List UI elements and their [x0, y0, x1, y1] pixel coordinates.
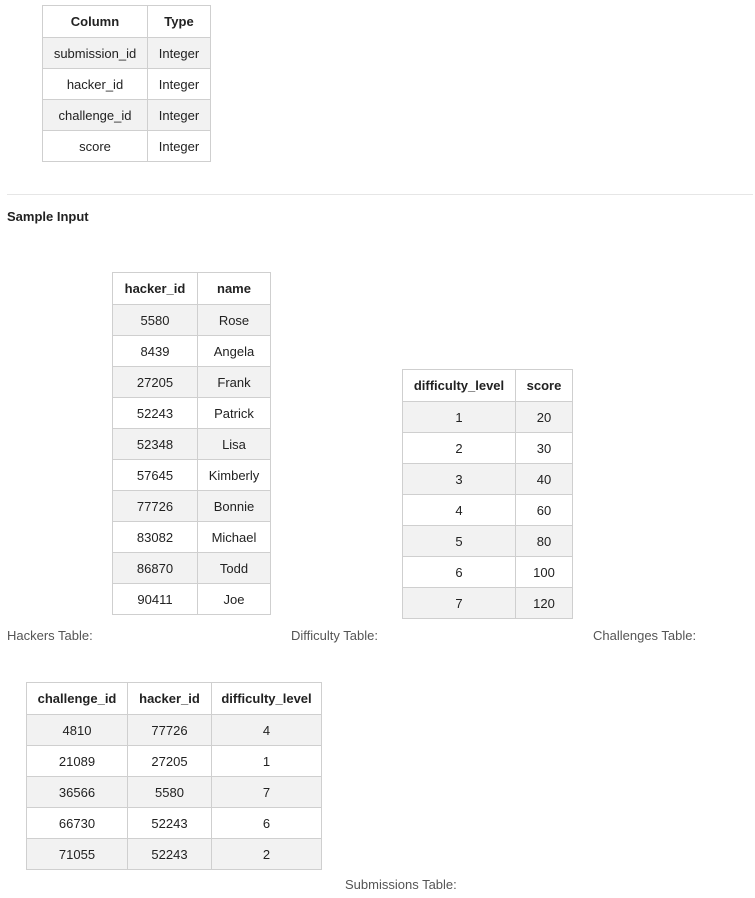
table-header-row [403, 370, 573, 402]
table-cell: Todd [198, 553, 271, 584]
table-cell: 36566 [27, 777, 128, 808]
hackers-table [112, 272, 271, 615]
table-cell: 21089 [27, 746, 128, 777]
table-row [27, 777, 322, 808]
challenges-table [26, 682, 322, 870]
table-cell: 80 [516, 526, 573, 557]
table-row [113, 460, 271, 491]
table-row [27, 839, 322, 870]
table-cell: 83082 [113, 522, 198, 553]
table-cell: Rose [198, 305, 271, 336]
column-header: hacker_id [113, 273, 198, 305]
table-header-row [43, 6, 211, 38]
column-header: score [516, 370, 573, 402]
table-cell: Kimberly [198, 460, 271, 491]
table-cell: 100 [516, 557, 573, 588]
section-heading: Sample Input [7, 209, 89, 224]
table-cell: 30 [516, 433, 573, 464]
table-cell: 52243 [113, 398, 198, 429]
table-cell: 86870 [113, 553, 198, 584]
table-cell: 52348 [113, 429, 198, 460]
table-cell: 40 [516, 464, 573, 495]
table-row [43, 69, 211, 100]
table-row [113, 429, 271, 460]
table-cell: 90411 [113, 584, 198, 615]
table-row [43, 38, 211, 69]
table-cell: 52243 [128, 808, 212, 839]
column-header: challenge_id [27, 683, 128, 715]
table-cell: challenge_id [43, 100, 148, 131]
column-header: Type [148, 6, 211, 38]
table-cell: 7 [403, 588, 516, 619]
table-cell: 8439 [113, 336, 198, 367]
table-row [113, 305, 271, 336]
column-header: hacker_id [128, 683, 212, 715]
table-cell: Integer [148, 38, 211, 69]
column-header: difficulty_level [403, 370, 516, 402]
table-row [403, 557, 573, 588]
table-cell: 120 [516, 588, 573, 619]
table-cell: hacker_id [43, 69, 148, 100]
table-cell: 60 [516, 495, 573, 526]
table-cell: 6 [403, 557, 516, 588]
table-row [113, 336, 271, 367]
table-row [43, 131, 211, 162]
difficulty-table [402, 369, 573, 619]
column-header: name [198, 273, 271, 305]
table-cell: Frank [198, 367, 271, 398]
table-cell: 5580 [113, 305, 198, 336]
table-cell: Integer [148, 69, 211, 100]
table-cell: 2 [212, 839, 322, 870]
table-cell: 2 [403, 433, 516, 464]
table-row [27, 746, 322, 777]
table-row [403, 464, 573, 495]
table-cell: 71055 [27, 839, 128, 870]
table-cell: Joe [198, 584, 271, 615]
table-row [403, 588, 573, 619]
table-row [113, 491, 271, 522]
table-header-row [27, 683, 322, 715]
table-row [403, 402, 573, 433]
table-cell: 27205 [128, 746, 212, 777]
table-cell: 4 [403, 495, 516, 526]
table-cell: Bonnie [198, 491, 271, 522]
challenges-table-caption: Challenges Table: [593, 628, 697, 643]
table-cell: 6 [212, 808, 322, 839]
table-row [113, 398, 271, 429]
difficulty-table-caption: Difficulty Table: [291, 628, 378, 643]
table-header-row [113, 273, 271, 305]
table-row [113, 553, 271, 584]
table-cell: 77726 [113, 491, 198, 522]
schema-table [42, 5, 211, 162]
table-cell: Integer [148, 100, 211, 131]
table-cell: 3 [403, 464, 516, 495]
table-cell: Integer [148, 131, 211, 162]
table-cell: 5580 [128, 777, 212, 808]
table-cell: Patrick [198, 398, 271, 429]
table-cell: 4810 [27, 715, 128, 746]
table-cell: 20 [516, 402, 573, 433]
divider [7, 194, 753, 195]
table-cell: 5 [403, 526, 516, 557]
table-cell: 77726 [128, 715, 212, 746]
table-row [403, 495, 573, 526]
table-row [403, 433, 573, 464]
table-cell: Lisa [198, 429, 271, 460]
table-cell: 1 [403, 402, 516, 433]
table-cell: Angela [198, 336, 271, 367]
table-cell: 27205 [113, 367, 198, 398]
column-header: difficulty_level [212, 683, 322, 715]
table-cell: 57645 [113, 460, 198, 491]
table-row [113, 522, 271, 553]
table-cell: 66730 [27, 808, 128, 839]
table-row [43, 100, 211, 131]
table-row [27, 715, 322, 746]
table-cell: 7 [212, 777, 322, 808]
table-row [113, 584, 271, 615]
table-row [27, 808, 322, 839]
submissions-table-caption: Submissions Table: [345, 877, 457, 892]
table-cell: score [43, 131, 148, 162]
table-cell: 4 [212, 715, 322, 746]
table-cell: submission_id [43, 38, 148, 69]
column-header: Column [43, 6, 148, 38]
table-row [403, 526, 573, 557]
table-cell: 52243 [128, 839, 212, 870]
table-cell: 1 [212, 746, 322, 777]
table-row [113, 367, 271, 398]
hackers-table-caption: Hackers Table: [7, 628, 93, 643]
table-cell: Michael [198, 522, 271, 553]
